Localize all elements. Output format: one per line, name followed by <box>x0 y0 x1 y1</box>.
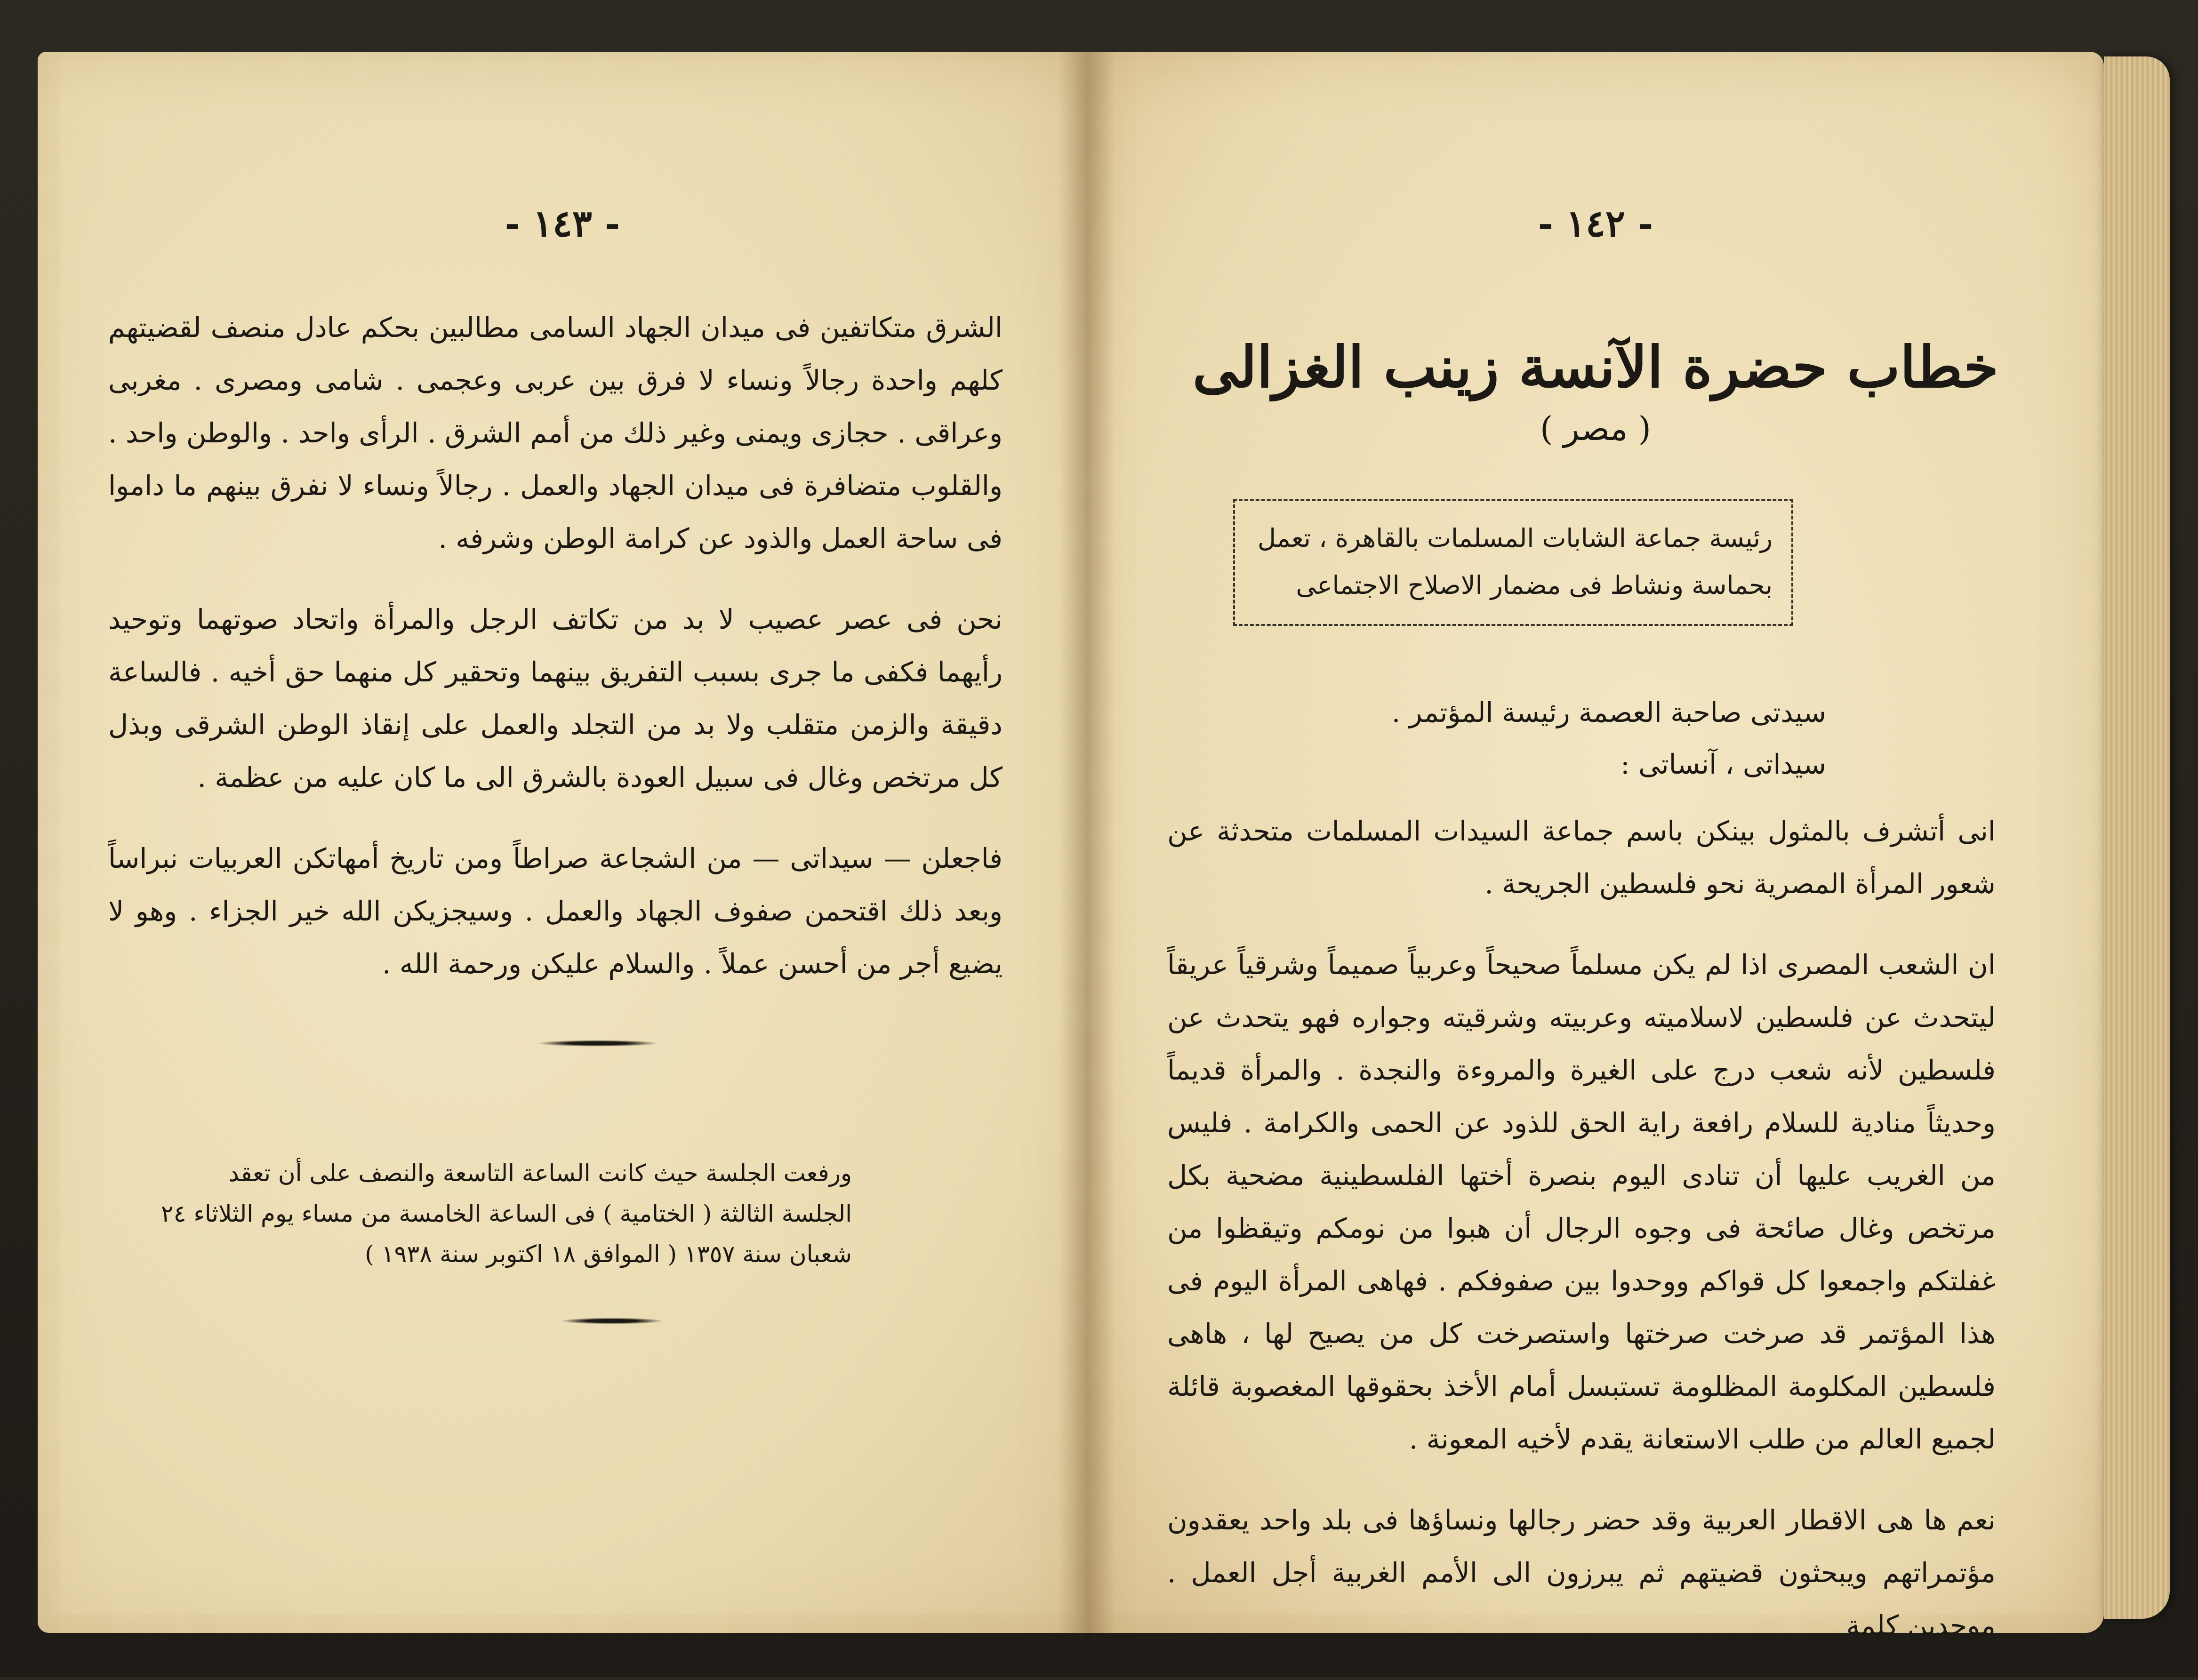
right-paragraph-1: انى أتشرف بالمثول بينكن باسم جماعة السيدات المسلمات متحدثة عن شعور المرأة المصرية نحو فلسطين الجريحة . <box>1167 815 1996 900</box>
salutation-chair: سيدتى صاحبة العصمة رئيسة المؤتمر . <box>1391 696 1826 728</box>
page-edges <box>2104 56 2170 1619</box>
salutation-audience: سيداتى ، آنساتى : <box>1620 748 1826 780</box>
section-ornament-bottom <box>560 1318 664 1324</box>
section-ornament-top <box>537 1040 659 1047</box>
page-number-right: - ١٤٢ - <box>1538 202 1653 245</box>
right-page <box>1087 52 2104 1641</box>
left-page <box>38 52 1087 1633</box>
left-paragraph-3: فاجعلن — سيداتى — من الشجاعة صراطاً ومن تاريخ أمهاتكن العربيات نبراساً وبعد ذلك اقتحمن صفوف الجهاد والعمل . وسيجزيكن الله خير الجزاء . وهو لا يضيع أجر من أحسن عملاً . والسلام عليكن ورحمة الله . <box>108 842 1003 980</box>
right-paragraph-2: ان الشعب المصرى اذا لم يكن مسلماً صحيحاً وعربياً صميماً وشرقياً عريقاً ليتحدث عن فلسطين لاسلاميته وعربيته وشرقيته وجواره فهو يتحدث عن فلسطين لأنه شعب درج على الغيرة والمروءة والنجدة . والمرأة قديماً وحديثاً منادية للسلام رافعة راية الحق للذود عن الحمى والكرامة . فليس من الغريب عليها أن تنادى اليوم بنصرة أختها الفلسطينية مضحية بكل مرتخص وغال صائحة فى وجوه الرجال أن هبوا من نومكم وتيقظوا من غفلتكم واجمعوا كل قواكم ووحدوا بين صفوفكم . فهاهى المرأة اليوم فى هذا المؤتمر قد صرخت صرختها واستصرخت كل من يصيح لها ، هاهى فلسطين المكلومة المظلومة تستبسل أمام الأخذ بحقوقها المغصوبة قائلة لجميع العالم من طلب الاستعانة يقدم لأخيه المعونة . <box>1167 949 1996 1455</box>
right-body-text <box>1167 805 1996 1680</box>
session-closing-note: ورفعت الجلسة حيث كانت الساعة التاسعة والنصف على أن تعقد الجلسة الثالثة ( الختامية ) فى الساعة الخامسة من مساء يوم الثلاثاء ٢٤ شعبان سنة ١٣٥٧ ( الموافق ١٨ اكتوبر سنة ١٩٣٨ ) <box>160 1160 852 1268</box>
right-paragraph-3: نعم ها هى الاقطار العربية وقد حضر رجالها ونساؤها فى بلد واحد يعقدون مؤتمراتهم ويبحثون قضيتهم ثم يبرزون الى الأمم الغربية أجل العمل . موحدين كلمة <box>1167 1504 1996 1641</box>
left-body-text <box>108 301 1003 1018</box>
left-paragraph-2: نحن فى عصر عصيب لا بد من تكاتف الرجل والمرأة واتحاد صوتهما وتوحيد رأيهما فكفى ما جرى بسبب التفريق بينهما وتحقير كل منهما حق أخيه . فالساعة دقيقة والزمن متقلب ولا بد من التجلد والعمل على إنقاذ الوطن الشرقى وبذل كل مرتخص وغال فى سبيل العودة بالشرق الى ما كان عليه من عظمة . <box>108 603 1003 793</box>
page-number-left: - ١٤٣ - <box>505 202 620 245</box>
speaker-bio-box: رئيسة جماعة الشابات المسلمات بالقاهرة ، تعمل بحماسة ونشاط فى مضمار الاصلاح الاجتماعى <box>1233 499 1793 626</box>
speech-title: خطاب حضرة الآنسة زينب الغزالى <box>1192 334 1999 400</box>
left-paragraph-1: الشرق متكاتفين فى ميدان الجهاد السامى مطالبين بحكم عادل منصف لقضيتهم كلهم واحدة رجالاً ونساء لا فرق بين عربى وعجمى . شامى ومصرى . مغربى وعراقى . حجازى ويمنى وغير ذلك من أمم الشرق . الرأى واحد . والوطن واحد . والقلوب متضافرة فى ميدان الجهاد والعمل . رجالاً ونساء لا نفرق بينهم ما داموا فى ساحة العمل والذود عن كرامة الوطن وشرفه . <box>108 312 1003 554</box>
speech-country: ( مصر ) <box>1540 409 1651 448</box>
